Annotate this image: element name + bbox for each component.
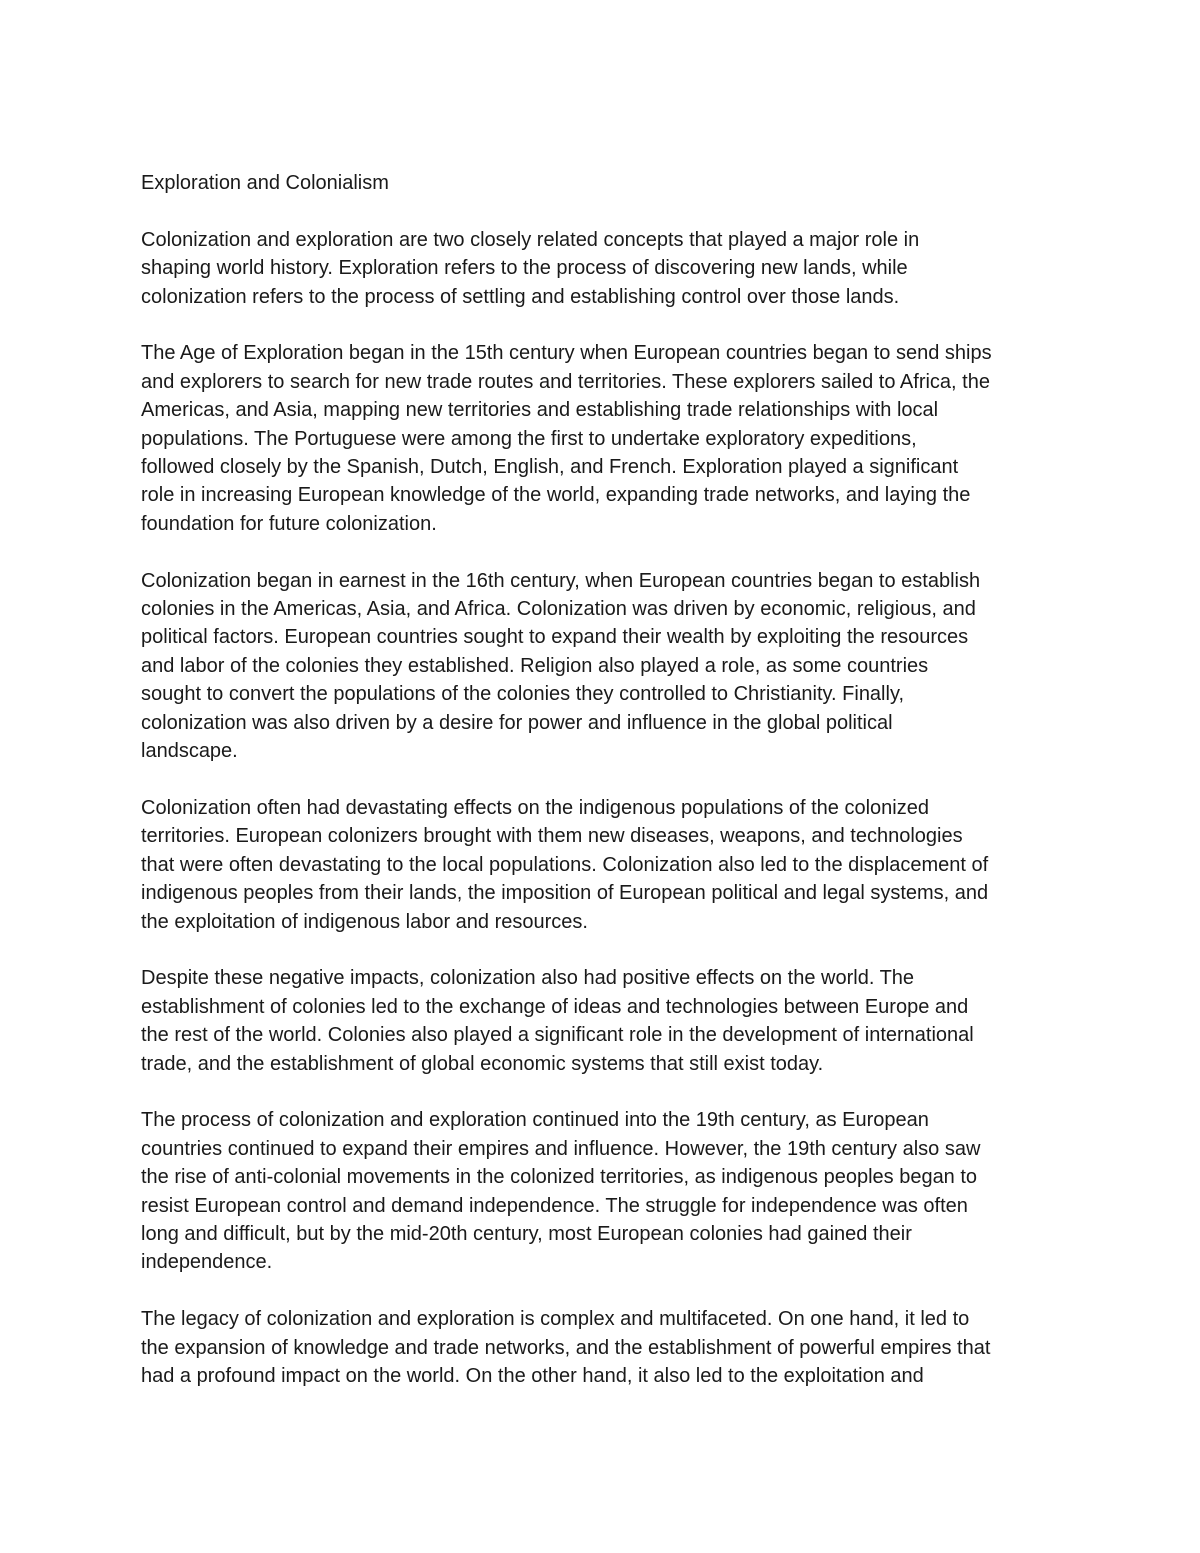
text-line: colonization refers to the process of settling and establishing control over those lands.	[141, 285, 900, 308]
text-line: and explorers to search for new trade routes and territories. These explorers sailed to Africa, the	[141, 370, 990, 393]
text-line: The process of colonization and exploration continued into the 19th century, as European	[141, 1109, 929, 1132]
text-line: The legacy of colonization and exploration is complex and multifaceted. On one hand, it led to	[141, 1308, 970, 1331]
text-line: resist European control and demand independence. The struggle for independence was often	[141, 1194, 968, 1217]
document-title: Exploration and Colonialism	[141, 172, 389, 194]
text-line: the exploitation of indigenous labor and resources.	[141, 910, 588, 933]
text-line: followed closely by the Spanish, Dutch, English, and French. Exploration played a significant	[141, 456, 959, 479]
paragraph	[141, 794, 1071, 936]
text-line: the rise of anti-colonial movements in the colonized territories, as indigenous peoples began to	[141, 1166, 978, 1189]
text-line: territories. European colonizers brought with them new diseases, weapons, and technologies	[141, 825, 963, 848]
text-line: populations. The Portuguese were among the first to undertake exploratory expeditions,	[141, 427, 917, 450]
paragraph	[141, 567, 1071, 766]
text-line: Americas, and Asia, mapping new territories and establishing trade relationships with local	[141, 399, 939, 422]
text-line: Colonization began in earnest in the 16th century, when European countries began to establish	[141, 569, 981, 592]
text-line: The Age of Exploration began in the 15th century when European countries began to send ships	[141, 342, 992, 365]
text-line: political factors. European countries sought to expand their wealth by exploiting the resources	[141, 626, 969, 649]
paragraph	[141, 1305, 1071, 1390]
text-line: Colonization often had devastating effects on the indigenous populations of the colonized	[141, 796, 929, 819]
text-line: the expansion of knowledge and trade networks, and the establishment of powerful empires that	[141, 1336, 991, 1359]
text-line: sought to convert the populations of the colonies they controlled to Christianity. Finally,	[141, 683, 905, 706]
text-line: countries continued to expand their empires and influence. However, the 19th century also saw	[141, 1137, 981, 1160]
text-line: Despite these negative impacts, colonization also had positive effects on the world. The	[141, 967, 915, 990]
paragraph	[141, 226, 1071, 311]
paragraph	[141, 964, 1071, 1078]
text-line: foundation for future colonization.	[141, 512, 437, 535]
text-line: colonization was also driven by a desire for power and influence in the global political	[141, 711, 893, 734]
text-line: role in increasing European knowledge of the world, expanding trade networks, and laying the	[141, 484, 971, 507]
text-line: landscape.	[141, 740, 238, 763]
document-page	[141, 169, 1071, 1419]
paragraph	[141, 339, 1071, 538]
text-line: long and difficult, but by the mid-20th century, most European colonies had gained their	[141, 1222, 912, 1245]
text-line: Colonization and exploration are two closely related concepts that played a major role in	[141, 228, 920, 251]
text-line: and labor of the colonies they established. Religion also played a role, as some countries	[141, 654, 929, 677]
text-line: the rest of the world. Colonies also played a significant role in the development of international	[141, 1024, 974, 1047]
paragraph	[141, 1106, 1071, 1276]
text-line: had a profound impact on the world. On the other hand, it also led to the exploitation and	[141, 1364, 924, 1387]
text-line: shaping world history. Exploration refers to the process of discovering new lands, while	[141, 257, 908, 280]
text-line: trade, and the establishment of global economic systems that still exist today.	[141, 1052, 824, 1075]
text-line: indigenous peoples from their lands, the imposition of European political and legal systems, and	[141, 882, 989, 905]
text-line: establishment of colonies led to the exchange of ideas and technologies between Europe and	[141, 995, 969, 1018]
text-line: that were often devastating to the local populations. Colonization also led to the displacement of	[141, 853, 989, 876]
document-body	[141, 226, 1071, 1391]
text-line: colonies in the Americas, Asia, and Africa. Colonization was driven by economic, religious, and	[141, 598, 976, 621]
text-line: independence.	[141, 1251, 273, 1274]
